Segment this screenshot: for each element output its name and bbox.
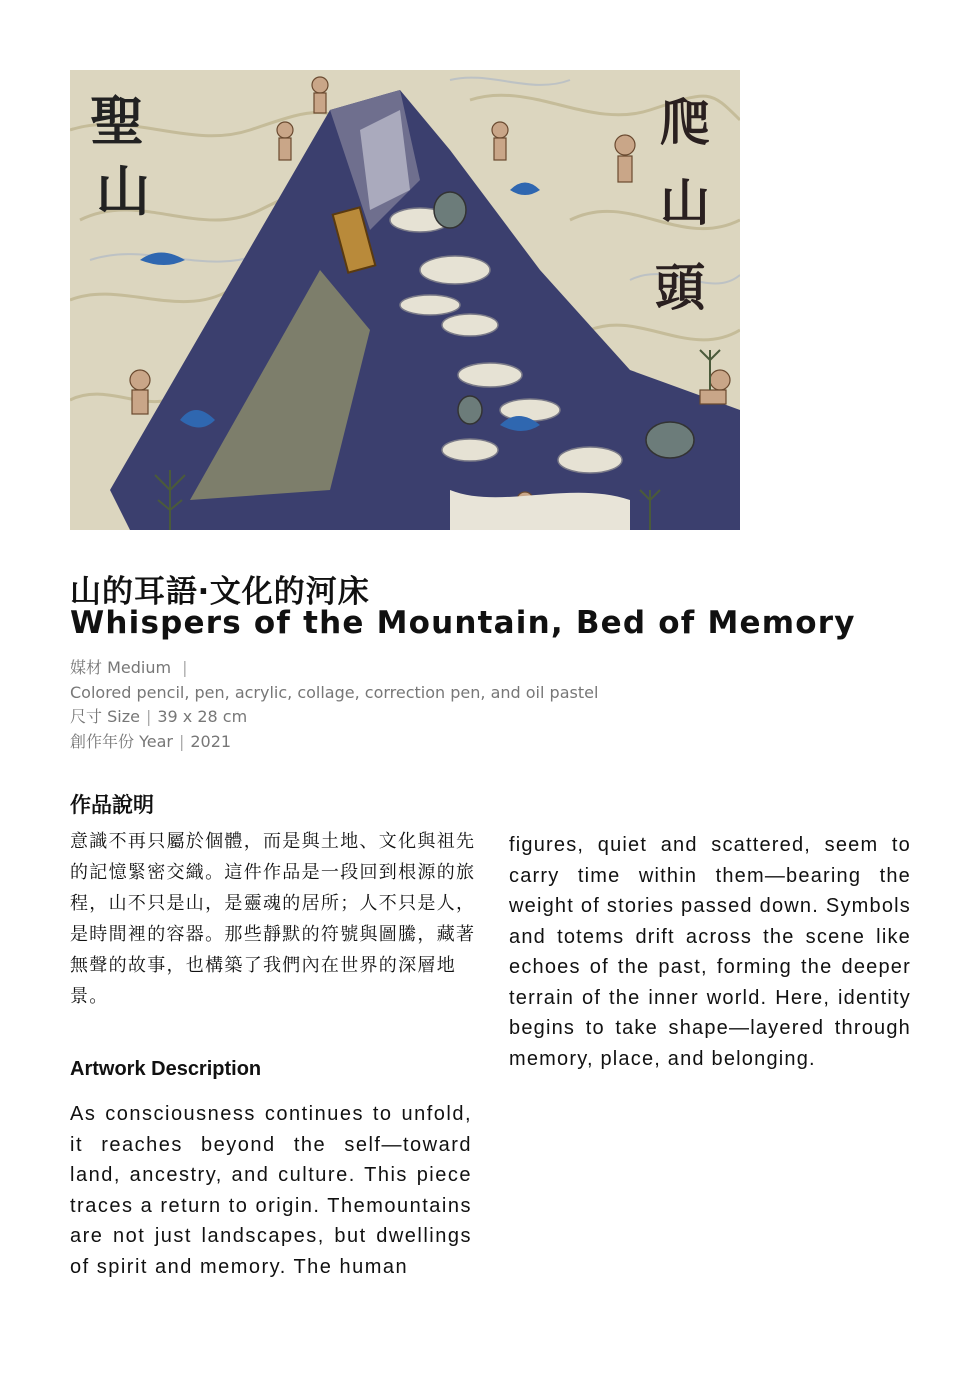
description-body-english-part1: As consciousness continues to unfold, it reaches beyond the self—toward land, ancestry, and culture. This piece traces a return to origin. Themountains are not just landscapes, but dwellings of spirit and memory. The human: [70, 1103, 472, 1278]
calligraphy-right-3: 頭: [655, 258, 705, 317]
meta-separator: |: [178, 731, 185, 751]
size-label: 尺寸 Size: [70, 707, 140, 727]
medium-value: Colored pencil, pen, acrylic, collage, correction pen, and oil pastel: [70, 682, 599, 702]
title-chinese: 山的耳語‧文化的河床: [70, 574, 370, 610]
calligraphy-right-2: 山: [660, 173, 710, 232]
year-row: [70, 730, 598, 755]
description-heading-english: Artwork Description: [70, 1058, 262, 1080]
calligraphy-right-1: 爬: [660, 93, 710, 152]
medium-row: [70, 656, 598, 681]
year-label: 創作年份 Year: [70, 731, 173, 751]
artwork-image: [70, 70, 740, 530]
meta-separator: |: [182, 658, 188, 677]
description-body-english-part2: figures, quiet and scattered, seem to carry time within them—bearing the weight of stories passed down. Symbols and totems drift across the scene like echoes of the past, forming the deeper terrain of the inner world. Here, identity begins to take shape—layered through memory, place, and belonging.: [509, 834, 911, 1070]
meta-separator: |: [145, 707, 152, 727]
year-value: 2021: [190, 731, 232, 751]
title-english: Whispers of the Mountain, Bed of Memory: [70, 605, 856, 641]
medium-label: 媒材 Medium: [70, 658, 172, 677]
calligraphy-left-bottom: 山: [96, 159, 150, 223]
size-row: [70, 705, 598, 730]
description-body-chinese: 意識不再只屬於個體，而是與土地、文化與祖先的記憶緊密交織。這件作品是一段回到根源的旅程，山不只是山，是靈魂的居所；人不只是人，是時間裡的容器。那些靜默的符號與圖騰，藏著無聲的故事，也構築了我們內在世界的深層地景。: [70, 831, 476, 1007]
artwork-meta: [70, 656, 598, 754]
description-heading-chinese: 作品說明: [70, 793, 154, 817]
size-value: 39 x 28 cm: [157, 707, 248, 727]
calligraphy-left-top: 聖: [90, 89, 144, 153]
